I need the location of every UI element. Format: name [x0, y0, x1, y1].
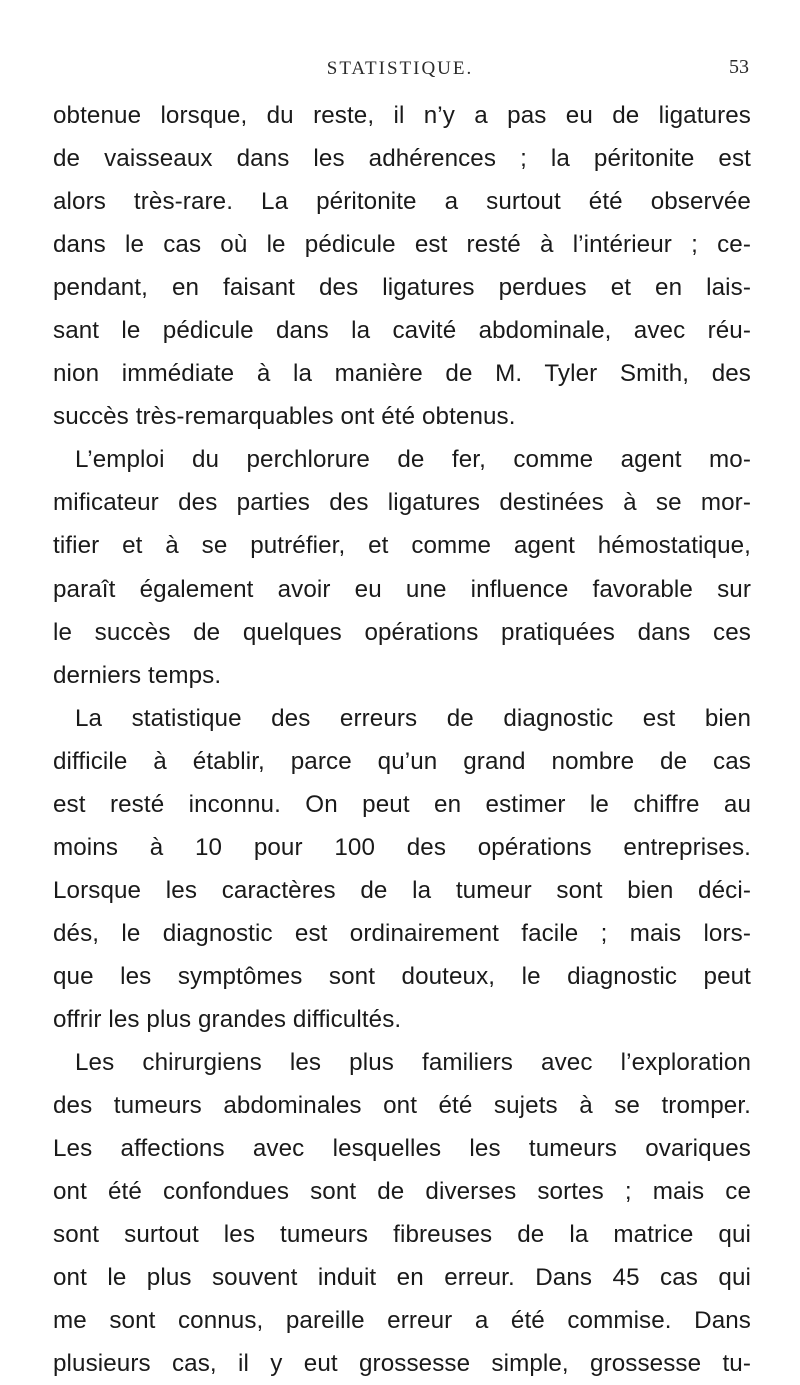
text-line: des tumeurs abdominales ont été sujets à se tromper.	[53, 1092, 751, 1120]
text-line: succès très-remarquables ont été obtenus.	[53, 403, 516, 431]
page-number: 53	[729, 56, 749, 78]
text-line: moins à 10 pour 100 des opérations entreprises.	[53, 833, 751, 861]
text-line: plusieurs cas, il y eut grossesse simple, grossesse tu-	[53, 1350, 751, 1378]
body-text	[53, 94, 751, 1385]
text-line: est resté inconnu. On peut en estimer le chiffre au	[53, 790, 751, 818]
text-line: difficile à établir, parce qu’un grand nombre de cas	[53, 747, 751, 775]
text-line: dés, le diagnostic est ordinairement facile ; mais lors-	[53, 919, 751, 947]
running-header	[0, 58, 800, 88]
text-line: me sont connus, pareille erreur a été commise. Dans	[53, 1307, 751, 1335]
text-line: que les symptômes sont douteux, le diagnostic peut	[53, 962, 751, 990]
text-line: derniers temps.	[53, 661, 222, 689]
text-line: Lorsque les caractères de la tumeur sont bien déci-	[53, 876, 751, 904]
text-line: Les affections avec lesquelles les tumeurs ovariques	[53, 1135, 751, 1163]
text-line: offrir les plus grandes difficultés.	[53, 1005, 402, 1033]
text-line: La statistique des erreurs de diagnostic est bien	[75, 704, 751, 732]
text-line: paraît également avoir eu une influence favorable sur	[53, 575, 751, 603]
text-line: L’emploi du perchlorure de fer, comme agent mo-	[75, 446, 751, 474]
text-line: ont le plus souvent induit en erreur. Dans 45 cas qui	[53, 1264, 751, 1292]
text-line: Les chirurgiens les plus familiers avec l’exploration	[75, 1049, 751, 1077]
text-line: sont surtout les tumeurs fibreuses de la matrice qui	[53, 1221, 751, 1249]
text-line: obtenue lorsque, du reste, il n’y a pas eu de ligatures	[53, 102, 751, 129]
text-line: tifier et à se putréfier, et comme agent hémostatique,	[53, 532, 751, 560]
text-line: alors très-rare. La péritonite a surtout été observée	[53, 188, 751, 216]
text-line: de vaisseaux dans les adhérences ; la péritonite est	[53, 145, 751, 173]
text-line: ont été confondues sont de diverses sortes ; mais ce	[53, 1178, 751, 1206]
text-line: nion immédiate à la manière de M. Tyler Smith, des	[53, 360, 751, 388]
text-line: mificateur des parties des ligatures destinées à se mor-	[53, 489, 751, 517]
text-line: le succès de quelques opérations pratiquées dans ces	[53, 618, 751, 646]
text-line: pendant, en faisant des ligatures perdues et en lais-	[53, 274, 751, 302]
text-line: sant le pédicule dans la cavité abdominale, avec réu-	[53, 317, 751, 345]
running-title: STATISTIQUE.	[326, 58, 474, 79]
text-line: dans le cas où le pédicule est resté à l’intérieur ; ce-	[53, 231, 751, 259]
